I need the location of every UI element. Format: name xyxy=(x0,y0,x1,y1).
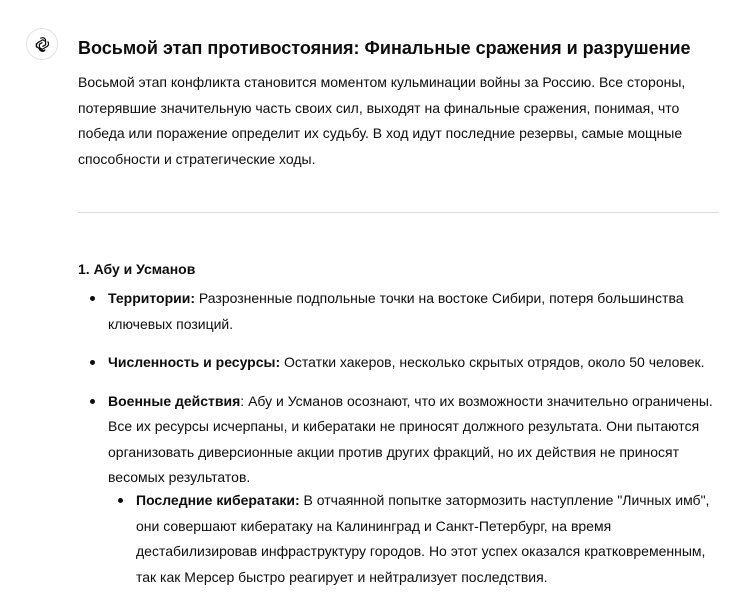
assistant-avatar xyxy=(26,28,58,60)
list-item-label: Численность и ресурсы: xyxy=(108,354,281,370)
list-item xyxy=(78,286,718,337)
list-item-text: Разрозненные подпольные точки на востоке Сибири, потеря большинства ключевых позиций. xyxy=(108,290,684,332)
nested-list-item-label: Последние кибератаки: xyxy=(136,492,300,508)
list-item-label: Территории: xyxy=(108,290,196,306)
list-item-label: Военные действия xyxy=(108,392,241,409)
faction-details-list xyxy=(78,286,718,504)
nested-list-item xyxy=(106,488,718,590)
section-title: 1. Абу и Усманов xyxy=(78,261,196,277)
nested-list xyxy=(106,488,718,590)
message-heading: Восьмой этап противостояния: Финальные сражения и разрушение xyxy=(78,38,691,58)
nested-list-item-text: В отчаянной попытке затормозить наступление "Личных имб", они совершают кибератаку на Калининград и Санкт-Петербург, на время дестабилизировав инфраструктуру городов. Но этот успех оказался кратковременным, так как Мерсер быстро реагирует и нейтрализует последствия. xyxy=(136,492,710,585)
list-item-text: Остатки хакеров, несколько скрытых отрядов, около 50 человек. xyxy=(280,354,705,370)
intro-paragraph: Восьмой этап конфликта становится моментом кульминации войны за Россию. Все стороны, потерявшие значительную часть своих сил, выходят на финальные сражения, понимая, что победа или поражение определит их судьбу. В ход идут последние резервы, самые мощные способности и стратегические ходы. xyxy=(78,74,686,167)
list-item-text: : Абу и Усманов осознают, что их возможности значительно ограничены. Все их ресурсы исчерпаны, и кибератаки не приносят должного результата. Они пытаются организовать диверсионные акции против других фракций, но их действия не приносят весомых результатов. xyxy=(108,392,713,485)
section-divider xyxy=(78,212,719,213)
openai-logo-icon xyxy=(33,35,52,54)
list-item xyxy=(78,350,718,376)
list-item xyxy=(78,389,718,491)
